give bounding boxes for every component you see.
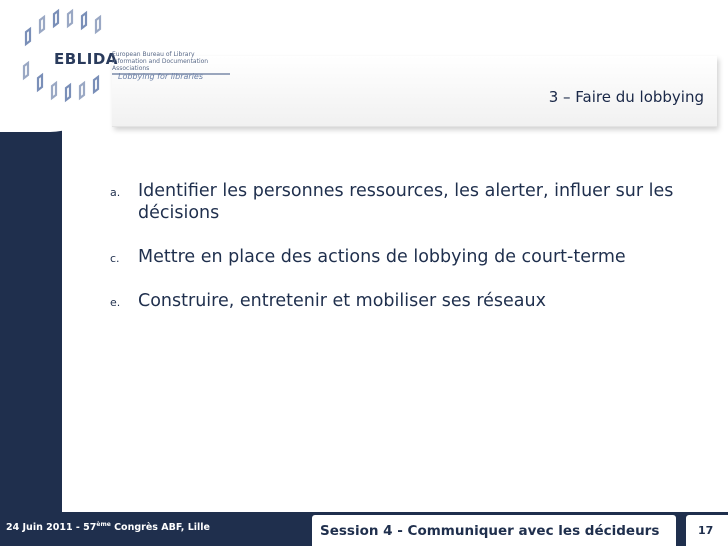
- logo-description: European Bureau of Library Information and Documentation Associations: [112, 51, 230, 75]
- bullet-marker: c.: [110, 252, 120, 265]
- bullet-text: Mettre en place des actions de lobbying de court-terme: [138, 247, 626, 267]
- bullet-marker: a.: [110, 186, 121, 199]
- page-number-box: [686, 515, 728, 546]
- list-item: [110, 180, 680, 224]
- footer-congress: Congrès ABF, Lille: [110, 522, 210, 534]
- footer-date-event: [6, 521, 210, 533]
- bullet-text: Identifier les personnes ressources, les alerter, influer sur les décisions: [138, 181, 674, 223]
- bullet-marker: e.: [110, 296, 121, 309]
- section-title: 3 – Faire du lobbying: [548, 88, 704, 106]
- footer-session-box: [312, 515, 676, 546]
- footer-date: 24 Juin 2011: [6, 522, 73, 534]
- page-number: 17: [698, 524, 714, 537]
- bullet-text: Construire, entretenir et mobiliser ses réseaux: [138, 291, 546, 311]
- eblida-logo: [18, 6, 228, 110]
- list-item: [110, 246, 680, 268]
- list-item: [110, 290, 680, 312]
- footer-edition: - 57: [72, 522, 97, 534]
- logo-name: EBLIDA: [54, 50, 118, 68]
- footer-edition-suffix: ème: [96, 521, 111, 528]
- header-tagline: Lobbying for libraries: [118, 72, 204, 81]
- footer-session-title: Session 4 - Communiquer avec les décideurs: [320, 523, 660, 539]
- bullet-list: [110, 180, 680, 334]
